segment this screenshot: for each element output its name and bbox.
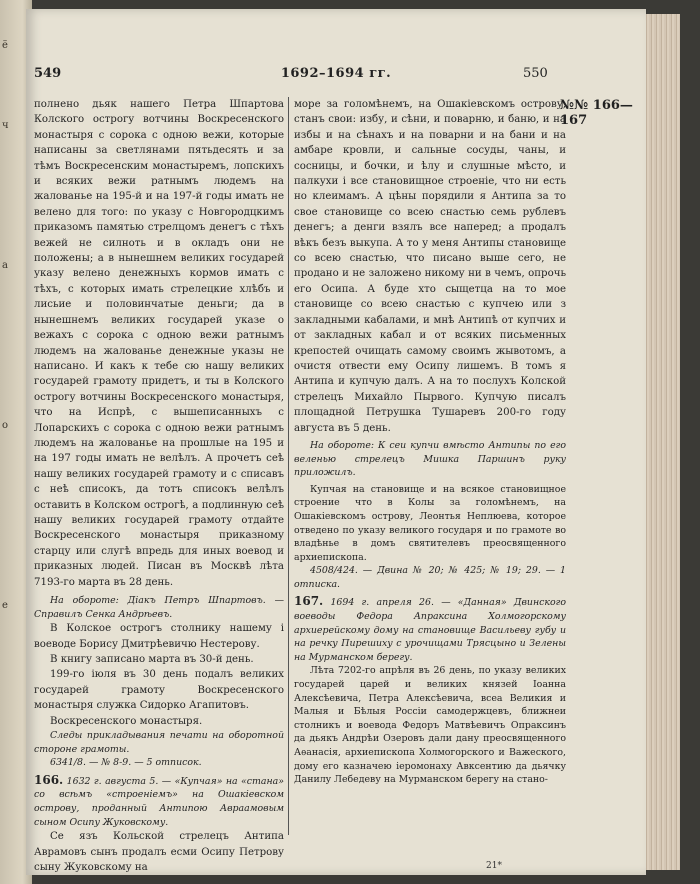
- seal-note: Следы прикладывания печати на оборотной стороне грамоты.: [34, 730, 284, 755]
- previous-page-edge: ё ч а о е: [0, 0, 32, 884]
- address-line: В Колское острогъ столнику нашему і воеводе Борису Дмитрѣевичю Нестерову.: [34, 623, 284, 650]
- paragraph: полнено дьяк нашего Петра Шпартова Колского острогу вотчины Воскресенского монастыря с сорока с одною вежи, которые написаны за светлянами пятьдесять и за тѣмъ Воскресенским монастыремъ, лопскихъ и всяких вежи ратнымъ людемъ на жалованье на 195-й и на 197-й годы имать не велено для того: по указу с Новгородцкимъ приказомъ памятью стрелцомъ денегъ с тѣхъ вежей не силноть и в окладъ они не положены; а в нынешнем великих государей указу велено денежныхъ кормов имать с тѣхъ, с которых имать стрелецкие хлѣбъ и лисьие и половинчатые деньги; да в нынешнемъ великих государей указе о вежахъ с сорока с одною вежи ратнымъ людемъ на жалованье денежные указы не написано. И какъ к тебе сю нашу великих государей грамоту придетъ, и ты в Колского острогу вотчины Воскресенского монастыря, что на Испрѣ, с вышеписанныхъ с Лопарскихъ с сорока с одною вежи ратнымъ людемъ на жалованье на прошлые на 195 и на 197 годы имать не велѣлъ. А прочетъ сеѣ нашу великих государей грамоту и с списавъ с неѣ списокъ, да тотъ списокъ велѣлъ оставить в Колском острогѣ, а подлинную сеѣ нашу великих государей грамоту отдайте Воскресенского монастыря приказному старцу или слугѣ впредь для иных воевод и приказных людей. Писан въ Москвѣ лѣта 7193-го марта въ 28 день.: [34, 99, 284, 588]
- verso-note: На обороте: Діакъ Петръ Шпартовъ. — Справилъ Сенка Андрѣевъ.: [34, 595, 284, 620]
- document-167-text: Лѣта 7202-го апрѣля въ 26 день, по указу великих государей царей и великих князей Іоанна Алексѣевича, Петра Алексѣевича, всеа Великия и Малыя и Бѣлыя Россіи самодержцевъ, ближнеи столникъ и воевода Федоръ Матвѣевичъ Опраксинъ да дьякъ Андрѣи Озеровъ дали дану преосвященного Аѳанасія, архиепископа Холмогорского и Важеского, дому его казначею іеромонаху Авксентию да дьячку Данилу Лебедеву на Мурманском берегу на стано-: [294, 665, 566, 786]
- document-166-heading: 166. 1632 г. августа 5. — «Купчая» на «стана» со всѣмъ «строеніемъ» на Ошакіевском острову, проданный Антипою Авраамовым сыном Осипу Жуковскому.: [34, 772, 284, 828]
- document-166-text: Се язъ Кольской стрелецъ Антипа Аврамовъ сынъ продалъ есми Осипу Петрову сыну Жуковскому на: [34, 831, 284, 873]
- running-head: 1692–1694 гг.: [280, 66, 392, 81]
- archive-reference: 4508/424. — Двина № 20; № 425; № 19; 29. — 1 отписка.: [294, 565, 566, 590]
- right-page-number: 550: [523, 66, 548, 81]
- delivery-note: 199-го іюля въ 30 день подалъ великих государей грамоту Воскресенского монастыря служка Сидорко Агапитовъ.: [34, 669, 284, 712]
- endorsement: Купчая на становище и на всякое становищное строение что в Колы за голомѣнемъ, на Ошакіевскомъ острову, Леонтья Неплюева, которое отведено по указу великого государя и по грамоте во владѣнье в домъ святителевъ преосвященного архиепископа.: [294, 483, 566, 563]
- archive-reference: 6341/8. — № 8-9. — 5 отписок.: [50, 757, 202, 769]
- paragraph: море за голомѣнемъ, на Ошакіевскомъ острову, станъ свои: избу, и сѣни, и поварню, и баню, и на избы и на сѣнахъ и на поварни и на бани и на амбаре кровли, и сальные сосуды, чаны, и сосницы, и бочки, и ѣлу и слушные мѣсто, и палкухи і все становищное строеніе, что ни есть но клеимамъ. А цѣны порядили я Антипа за то свое становище со всею снастью семь рублевъ денегъ; а денги взялъ все наперед; а продалъ вѣкъ безъ выкупа. А то у меня Антипы становище со всею снастью, что писано выше сего, не продано и не заложено никому ни в чемъ, опрочь его Осипа. А буде хто сыщетца на то мое становище со всею снастью с купчею или з закладными кабалами, и мнѣ Антипѣ от купчих и от закладных кабал и от всяких письменных крепостей очищать самому своимъ жывотомъ, а очистя отвести ему Осипу лишемъ. В томъ я Антипа и купчую далъ. А на то послухъ Колской стрелецъ Михайло Пырвого. Купчую писалъ площадной Петрушка Тушаревъ 200-го году августа въ 5 день.: [294, 99, 566, 434]
- document-167-heading: 167. 1694 г. апреля 26. — «Данная» Двинского воеводы Федора Апраксина Холмогорскому архиерейскому дому на становище Васильеву губу и на речку Пирешиху с урочищами Трясцыно и Зелены на Мурманском берегу.: [294, 594, 567, 663]
- left-page-number: 549: [34, 66, 62, 81]
- monastery-line: Воскресенского монастыря.: [50, 715, 203, 727]
- signature-mark: 21*: [486, 861, 502, 871]
- right-column: [294, 97, 566, 787]
- column-rule: [288, 97, 289, 835]
- page-edges: [644, 14, 680, 870]
- verso-note: На обороте: К сеи купчи вмѣсто Антипы по его веленью стрелецъ Мишка Паршинъ руку приложилъ.: [294, 439, 566, 479]
- document-range: №№ 166—167: [560, 98, 633, 128]
- left-column: [34, 97, 284, 875]
- registry-note: В книгу записано марта въ 30-й день.: [50, 654, 254, 665]
- book-page: [26, 9, 646, 875]
